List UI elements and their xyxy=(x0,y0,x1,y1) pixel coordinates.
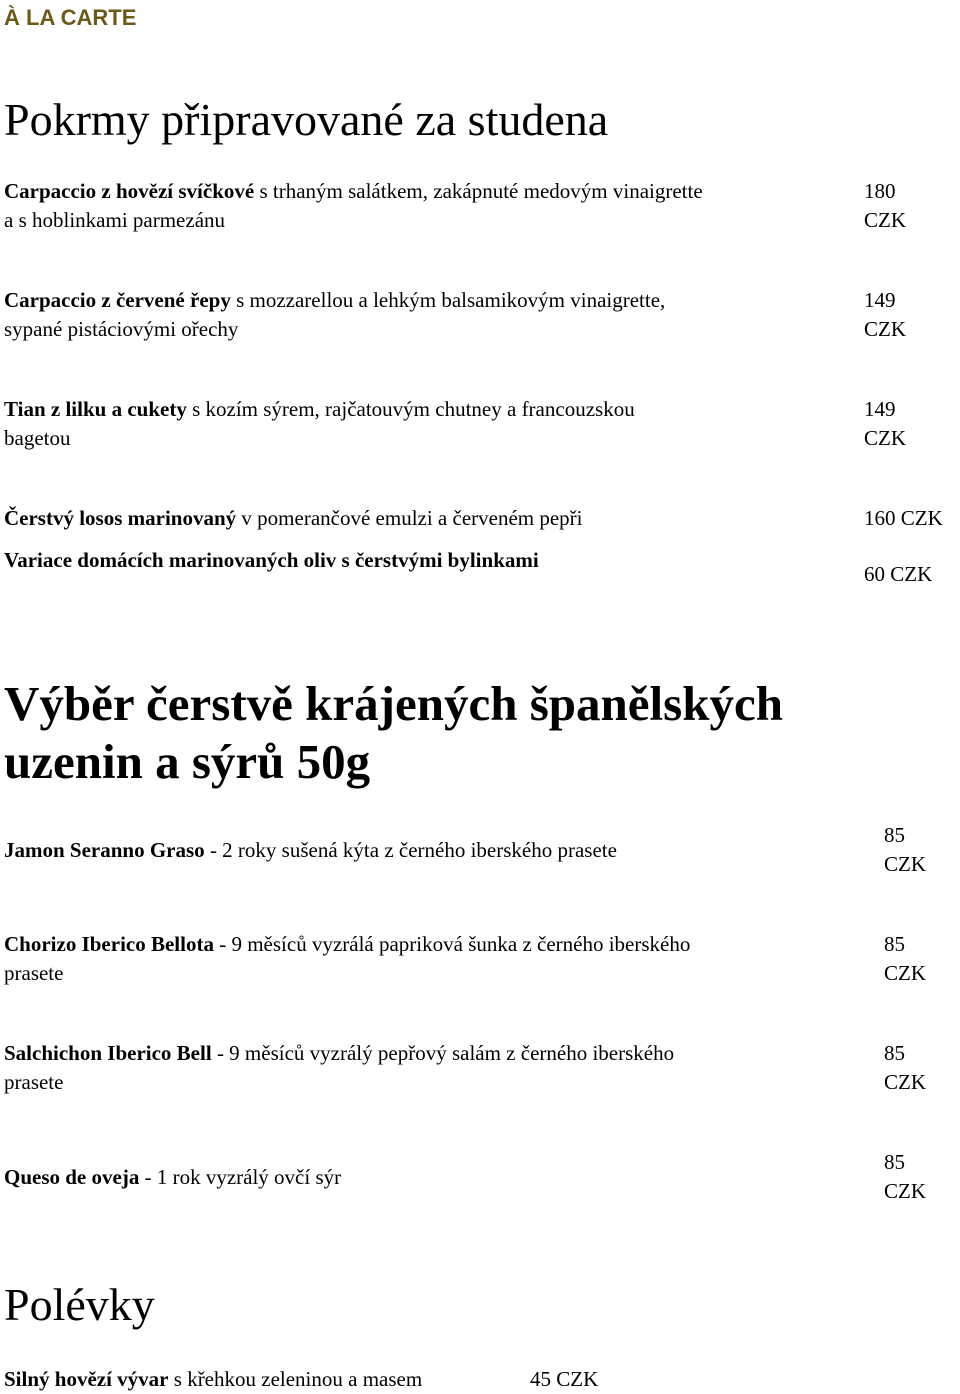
item-desc: - 2 roky sušená kýta z černého iberského prasete xyxy=(204,838,617,862)
price-currency: CZK xyxy=(884,852,926,876)
menu-item-cold-4 xyxy=(4,504,583,533)
menu-item-cold-2 xyxy=(4,286,665,344)
item-desc: - 9 měsíců vyzrálá papriková šunka z černého iberského xyxy=(213,932,691,956)
item-price: 160 CZK xyxy=(864,506,943,530)
item-desc: s kozím sýrem, rajčatouvým chutney a francouzskou xyxy=(186,397,635,421)
item-name: Salchichon Iberico Bell xyxy=(4,1041,212,1065)
item-price xyxy=(864,395,906,453)
item-desc-cont: bagetou xyxy=(4,426,71,450)
item-name: Queso de oveja xyxy=(4,1165,140,1189)
section-title-line: uzenin a sýrů 50g xyxy=(4,734,371,789)
item-desc: v pomerančové emulzi a červeném pepři xyxy=(236,506,583,530)
menu-item-cold-5 xyxy=(4,546,539,575)
item-price xyxy=(884,821,926,879)
price-currency: CZK xyxy=(864,317,906,341)
price-value: 85 xyxy=(884,1041,905,1065)
item-price xyxy=(864,177,906,235)
price-currency: CZK xyxy=(864,426,906,450)
price-value: 149 xyxy=(864,397,896,421)
menu-item-spanish-2 xyxy=(4,930,690,988)
section-title-cold: Pokrmy připravované za studena xyxy=(4,94,609,145)
item-name: Variace domácích marinovaných oliv s čerstvými bylinkami xyxy=(4,548,539,572)
menu-item-cold-3 xyxy=(4,395,635,453)
item-price xyxy=(884,1148,926,1206)
price-value: 85 xyxy=(884,823,905,847)
section-title-soups: Polévky xyxy=(4,1279,155,1330)
item-price: 45 CZK xyxy=(530,1367,599,1391)
item-name: Tian z lilku a cukety xyxy=(4,397,187,421)
item-desc: - 1 rok vyzrálý ovčí sýr xyxy=(139,1165,342,1189)
item-name: Carpaccio z červené řepy xyxy=(4,288,231,312)
price-currency: CZK xyxy=(884,961,926,985)
item-name: Silný hovězí vývar xyxy=(4,1367,169,1391)
item-desc-cont: a s hoblinkami parmezánu xyxy=(4,208,226,232)
price-value: 85 xyxy=(884,932,905,956)
item-desc: - 9 měsíců vyzrálý pepřový salám z černého iberského xyxy=(211,1041,675,1065)
menu-item-spanish-4 xyxy=(4,1163,341,1192)
menu-item-spanish-1 xyxy=(4,836,617,865)
item-price: 60 CZK xyxy=(864,562,933,586)
item-desc: s trhaným salátkem, zakápnuté medovým vinaigrette xyxy=(254,179,703,203)
menu-item-spanish-3 xyxy=(4,1039,674,1097)
item-name: Carpaccio z hovězí svíčkové xyxy=(4,179,255,203)
menu-eyebrow: À LA CARTE xyxy=(4,5,137,30)
price-value: 180 xyxy=(864,179,896,203)
menu-item-soup-1 xyxy=(4,1365,422,1394)
item-price xyxy=(884,1039,926,1097)
item-desc: s křehkou zeleninou a masem xyxy=(168,1367,423,1391)
item-price xyxy=(884,930,926,988)
item-desc-cont: prasete xyxy=(4,1070,64,1094)
item-desc: s mozzarellou a lehkým balsamikovým vinaigrette, xyxy=(230,288,666,312)
section-title-spanish xyxy=(4,675,783,791)
item-name: Chorizo Iberico Bellota xyxy=(4,932,214,956)
price-value: 85 xyxy=(884,1150,905,1174)
item-name: Jamon Seranno Graso xyxy=(4,838,205,862)
item-desc-cont: sypané pistáciovými ořechy xyxy=(4,317,239,341)
price-value: 149 xyxy=(864,288,896,312)
menu-item-cold-1 xyxy=(4,177,703,235)
price-currency: CZK xyxy=(884,1070,926,1094)
item-name: Čerstvý losos marinovaný xyxy=(4,506,237,530)
price-currency: CZK xyxy=(864,208,906,232)
section-title-line: Výběr čerstvě krájených španělských xyxy=(4,676,783,731)
price-currency: CZK xyxy=(884,1179,926,1203)
item-desc-cont: prasete xyxy=(4,961,64,985)
item-price xyxy=(864,286,906,344)
